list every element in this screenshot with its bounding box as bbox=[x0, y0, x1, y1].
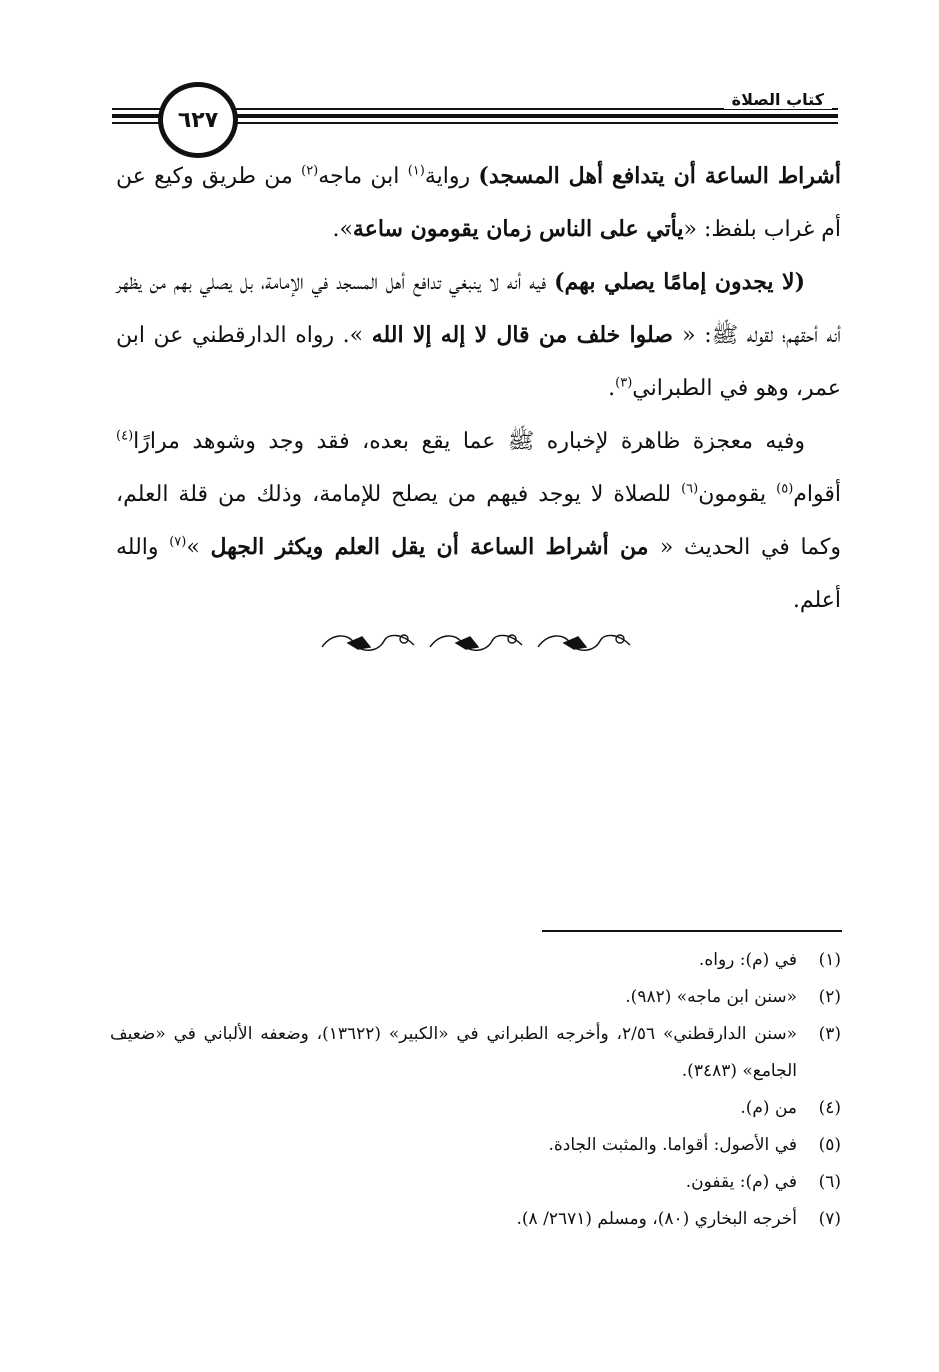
footnote-text: في (م): يقفون. bbox=[685, 1172, 797, 1192]
footnote-ref-6[interactable]: (٦) bbox=[681, 481, 699, 497]
text: وفيه معجزة ظاهرة لإخباره ﷺ عما يقع بعده، فقد وجد وشوهد مرارًا bbox=[133, 429, 805, 454]
hadith-text: صلوا خلف من قال لا إله إلا الله bbox=[371, 322, 683, 348]
footnote-text: من (م). bbox=[740, 1098, 797, 1118]
ornament-flourish bbox=[322, 635, 414, 650]
footnote-separator bbox=[542, 930, 842, 932]
text: للصلاة لا يوجد فيهم من يصلح للإمامة، وذلك من قلة العلم، وكما في الحديث « bbox=[116, 482, 841, 560]
text: فيه أنه لا ينبغي تدافع أهل المسجد في الإمامة، بل يصلي بهم من يظهر أنه أحقهم؛ لقوله ﷺ: « bbox=[116, 270, 841, 348]
page-number: ٦٢٧ bbox=[158, 82, 238, 158]
footnote-text: في (م): رواه. bbox=[698, 950, 797, 970]
footnote-ref-4[interactable]: (٤) bbox=[116, 428, 134, 444]
hadith-text: من أشراط الساعة أن يقل العلم ويكثر الجهل bbox=[210, 534, 660, 560]
text: من طريق وكيع عن أم غراب بلفظ: « bbox=[116, 164, 841, 242]
footnote-text: «سنن ابن ماجه» (٩٨٢). bbox=[625, 987, 797, 1007]
footnote-text: في الأصول: أقواما. والمثبت الجادة. bbox=[548, 1135, 797, 1155]
text: ابن ماجه bbox=[318, 164, 408, 189]
footnote-4 bbox=[110, 1090, 841, 1127]
footnote-ref-2[interactable]: (٢) bbox=[301, 163, 319, 179]
text: ». bbox=[332, 217, 353, 242]
footnote-number: (٤) bbox=[818, 1098, 841, 1118]
footnote-ref-1[interactable]: (١) bbox=[407, 163, 425, 179]
text: رواية bbox=[424, 164, 479, 189]
footnote-2 bbox=[110, 979, 841, 1016]
text: » bbox=[186, 535, 211, 560]
text: . bbox=[608, 376, 616, 401]
paragraph-2 bbox=[116, 256, 841, 415]
footnotes bbox=[110, 942, 841, 1238]
footnote-ref-3[interactable]: (٣) bbox=[615, 375, 633, 391]
footnote-6 bbox=[110, 1164, 841, 1201]
footnote-5 bbox=[110, 1127, 841, 1164]
text: ». رواه الدارقطني عن ابن عمر، وهو في الطبراني bbox=[116, 323, 841, 401]
footnote-number: (٣) bbox=[818, 1024, 841, 1044]
text: والله أعلم. bbox=[116, 535, 841, 613]
footnote-text: «سنن الدارقطني» ٢/٥٦، وأخرجه الطبراني في «الكبير» (١٣٦٢٢)، وضعفه الألباني في «ضعيف الجامع» (٣٤٨٣). bbox=[110, 1024, 797, 1081]
bold-phrase: أشراط الساعة أن يتدافع أهل المسجد) bbox=[478, 163, 841, 189]
ornament-divider bbox=[318, 625, 638, 661]
running-title: كتاب الصلاة bbox=[724, 90, 832, 109]
paragraph-1 bbox=[116, 150, 841, 256]
text: أقوام bbox=[793, 482, 841, 507]
bold-phrase: (لا يجدون إمامًا يصلي بهم) bbox=[554, 269, 806, 295]
page-header bbox=[112, 78, 838, 156]
footnote-1 bbox=[110, 942, 841, 979]
footnote-number: (٦) bbox=[818, 1172, 841, 1192]
main-text bbox=[116, 150, 841, 627]
footnote-3 bbox=[110, 1016, 841, 1090]
text: يقومون bbox=[698, 482, 777, 507]
footnote-number: (١) bbox=[818, 950, 841, 970]
ornament-flourish bbox=[538, 635, 630, 650]
footnote-ref-5[interactable]: (٥) bbox=[776, 481, 794, 497]
paragraph-3 bbox=[116, 415, 841, 627]
footnote-number: (٢) bbox=[818, 987, 841, 1007]
ornament-flourish bbox=[430, 635, 522, 650]
footnote-number: (٥) bbox=[818, 1135, 841, 1155]
footnote-ref-7[interactable]: (٧) bbox=[169, 534, 187, 550]
hadith-text: يأتي على الناس زمان يقومون ساعة bbox=[352, 216, 684, 242]
footnote-text: أخرجه البخاري (٨٠)، ومسلم (٢٦٧١/ ٨). bbox=[516, 1209, 797, 1229]
footnote-number: (٧) bbox=[818, 1209, 841, 1229]
footnote-7 bbox=[110, 1201, 841, 1238]
